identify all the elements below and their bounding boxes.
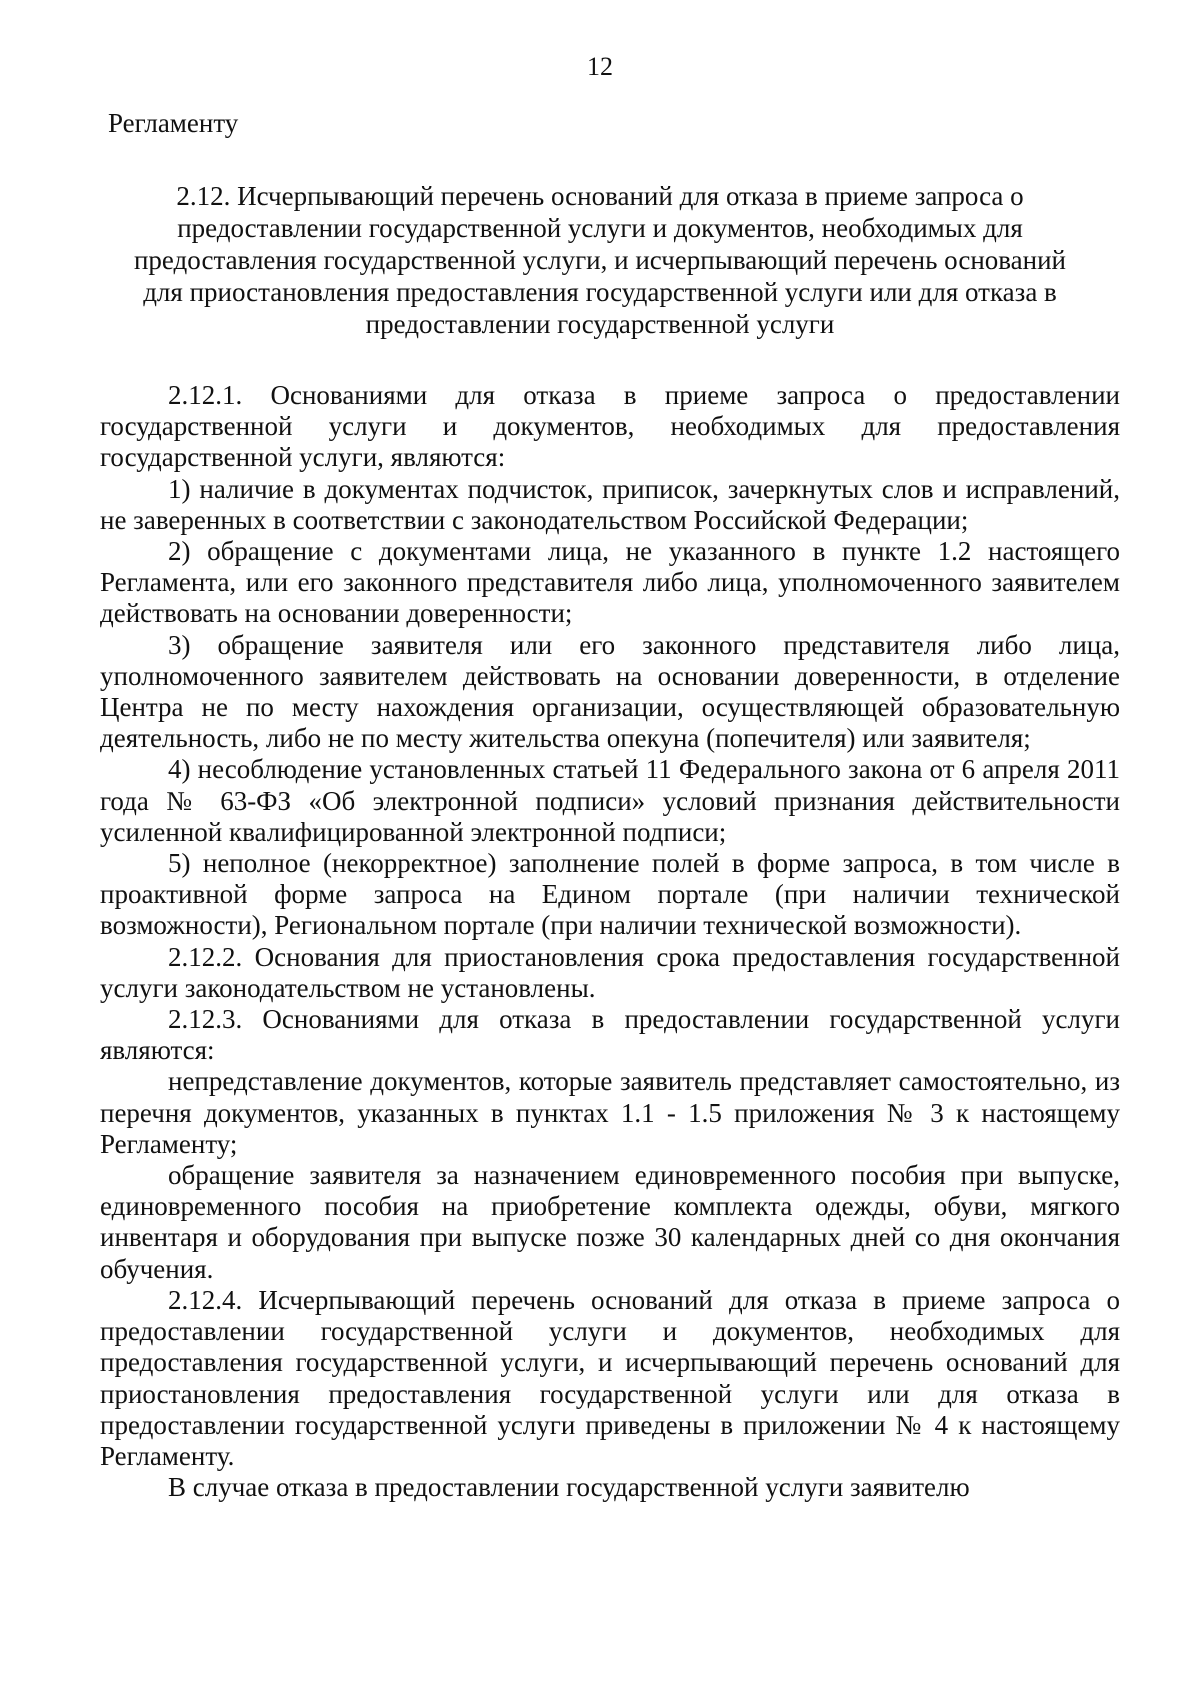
list-item-2: 2) обращение с документами лица, не указанного в пункте 1.2 настоящего Регламента, или его законного представителя либо лица, уполномоченного заявителем действовать на основании доверенности; [100, 536, 1120, 629]
page-number: 12 [587, 52, 613, 81]
continuation-text: Регламенту [108, 108, 239, 138]
paragraph-2-12-1: 2.12.1. Основаниями для отказа в приеме запроса о предоставлении государственной услуги и документов, необходимых для предоставления государственной услуги, являются: [100, 380, 1120, 473]
paragraph-refusal-continued: В случае отказа в предоставлении государственной услуги заявителю [168, 1472, 970, 1503]
section-heading: 2.12. Исчерпывающий перечень оснований для отказа в приеме запроса о предоставлении государственной услуги и документов, необходимых для предоставления государственной услуги, и исчерпывающий перечень оснований для приостановления предоставления государственной услуги или для отказа в предоставлении государственной услуги [133, 181, 1067, 339]
list-item-1: 1) наличие в документах подчисток, приписок, зачеркнутых слов и исправлений, не заверенных в соответствии с законодательством Российской Федерации; [100, 473, 1120, 535]
paragraph-2-12-4: 2.12.4. Исчерпывающий перечень оснований для отказа в приеме запроса о предоставлении государственной услуги и документов, необходимых для предоставления государственной услуги, и исчерпывающий перечень оснований для приостановления предоставления государственной услуги или для отказа в предоставлении государственной услуги приведены в приложении № 4 к настоящему Регламенту. [100, 1284, 1120, 1471]
list-item-5: 5) неполное (некорректное) заполнение полей в форме запроса, в том числе в проактивной форме запроса на Едином портале (при наличии технической возможности), Региональном портале (при наличии технической возможности). [100, 848, 1120, 941]
refusal-ground-1: непредставление документов, которые заявитель представляет самостоятельно, из перечня документов, указанных в пунктах 1.1 - 1.5 приложения № 3 к настоящему Регламенту; [100, 1066, 1120, 1159]
list-item-3: 3) обращение заявителя или его законного представителя либо лица, уполномоченного заявителем действовать на основании доверенности, в отделение Центра не по месту нахождения организации, осуществляющей образовательную деятельность, либо не по месту жительства опекуна (попечителя) или заявителя; [100, 629, 1120, 754]
paragraph-2-12-2: 2.12.2. Основания для приостановления срока предоставления государственной услуги законодательством не установлены. [100, 941, 1120, 1003]
refusal-ground-2: обращение заявителя за назначением единовременного пособия при выпуске, единовременного пособия на приобретение комплекта одежды, обуви, мягкого инвентаря и оборудования при выпуске позже 30 календарных дней со дня окончания обучения. [100, 1160, 1120, 1284]
list-item-4: 4) несоблюдение установленных статьей 11 Федерального закона от 6 апреля 2011 года № 63-ФЗ «Об электронной подписи» условий признания действительности усиленной квалифицированной электронной подписи; [100, 754, 1120, 847]
paragraph-2-12-3: 2.12.3. Основаниями для отказа в предоставлении государственной услуги являются: [100, 1004, 1120, 1066]
document-body [100, 380, 1120, 1503]
